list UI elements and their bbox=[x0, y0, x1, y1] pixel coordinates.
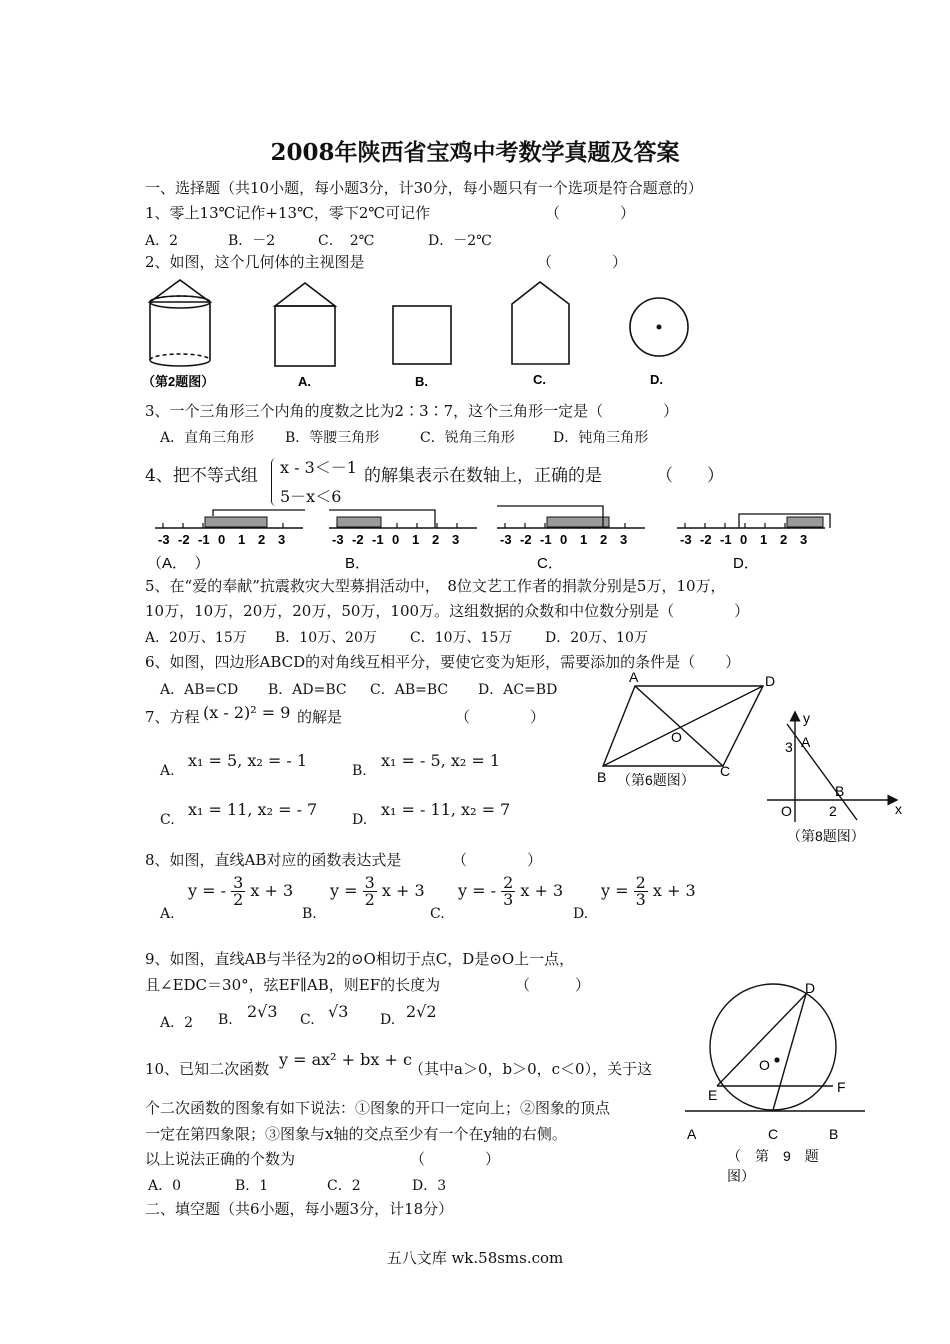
q4-tick-label: -2 bbox=[700, 532, 712, 547]
q2-option-a-shape bbox=[275, 283, 335, 366]
q7-answer-paren: （ ） bbox=[455, 708, 546, 726]
q4-tick-label: 0 bbox=[218, 532, 226, 547]
q10-option-d: D．3 bbox=[412, 1178, 447, 1194]
q9-point-e: E bbox=[708, 1087, 718, 1103]
q8-option-b: y = $\frac{3}{2}$ x + 3 bbox=[330, 873, 425, 909]
q5-option-c: C．10万、15万 bbox=[410, 630, 513, 646]
q1-text: 1、零上13℃记作+13℃，零下2℃可记作 bbox=[145, 204, 431, 222]
q4-bracket bbox=[213, 510, 305, 516]
q4-inequality-1: x - 3＜－1 bbox=[280, 458, 357, 477]
q4-tick-label: -2 bbox=[352, 532, 364, 547]
q7-option-a: x₁ = 5, x₂ = - 1 bbox=[188, 751, 308, 770]
q6-option-d: D．AC=BD bbox=[478, 682, 558, 698]
q10-prefix: 10、已知二次函数 bbox=[145, 1060, 270, 1078]
q4-tick-label: 0 bbox=[740, 532, 748, 547]
q4-tick-label: 3 bbox=[452, 532, 460, 547]
q9-point-f: F bbox=[837, 1079, 846, 1095]
q6-diagonal-bd bbox=[603, 686, 763, 766]
q6-point-a: A bbox=[629, 669, 639, 685]
q4-tick-label: 2 bbox=[780, 532, 788, 547]
q3-option-b: B．等腰三角形 bbox=[285, 430, 380, 446]
q8-answer-paren: （ ） bbox=[452, 851, 543, 869]
q2-text: 2、如图，这个几何体的主视图是 bbox=[145, 253, 365, 271]
footer-watermark: 五八文库 wk.58sms.com bbox=[386, 1249, 564, 1267]
q7-letter-b: B. bbox=[352, 763, 367, 779]
q4-tick-label: 0 bbox=[392, 532, 400, 547]
q8-point-a: A bbox=[801, 734, 811, 750]
q4-tick-label: 0 bbox=[560, 532, 568, 547]
q4-tick-label: 2 bbox=[258, 532, 266, 547]
q4-tick-label: 2 bbox=[432, 532, 440, 547]
q7-letter-a: A. bbox=[160, 763, 175, 779]
q4-tick-label: -1 bbox=[198, 532, 210, 547]
q9-point-c: C bbox=[768, 1126, 779, 1142]
q6-caption: （第6题图） bbox=[617, 772, 695, 788]
q4-tick-label: 2 bbox=[600, 532, 608, 547]
q9-option-b: 2√3 bbox=[247, 1002, 278, 1021]
q8-letter-d: D. bbox=[573, 906, 589, 922]
q7-letter-c: C. bbox=[160, 812, 175, 828]
q7-option-c: x₁ = 11, x₂ = - 7 bbox=[188, 800, 318, 819]
q8-letter-b: B. bbox=[302, 906, 317, 922]
q7-suffix: 的解是 bbox=[297, 708, 343, 726]
section-1-heading: 一、选择题（共10小题，每小题3分，计30分，每小题只有一个选项是符合题意的） bbox=[145, 179, 703, 197]
q9-answer-paren: （ ） bbox=[515, 976, 591, 994]
q9-figure bbox=[680, 980, 890, 1190]
q8-label-y: y bbox=[803, 710, 810, 726]
q4-prefix: 4、把不等式组 bbox=[145, 466, 258, 486]
q4-label-b: B． bbox=[345, 555, 371, 572]
q10-line-2: 个二次函数的图象有如下说法：①图象的开口一定向上；②图象的顶点 bbox=[145, 1099, 611, 1117]
q2-answer-paren: （ ） bbox=[537, 253, 628, 271]
q6-option-b: B．AD=BC bbox=[268, 682, 347, 698]
q4-shaded-region bbox=[337, 517, 381, 527]
q8-caption: （第8题图） bbox=[787, 828, 865, 844]
q9-point-d: D bbox=[805, 980, 816, 996]
q5-option-d: D．20万、10万 bbox=[545, 630, 648, 646]
q10-equation: y = ax² + bx + c bbox=[279, 1050, 412, 1069]
q2-label-b: B. bbox=[415, 374, 428, 389]
q8-line-ab bbox=[787, 724, 857, 820]
q4-tick-label: 1 bbox=[760, 532, 768, 547]
q2-label-a: A. bbox=[298, 374, 311, 389]
q4-tick-label: -3 bbox=[158, 532, 170, 547]
q8-letter-a: A. bbox=[160, 906, 175, 922]
q5-option-b: B．10万、20万 bbox=[275, 630, 377, 646]
q8-origin: O bbox=[781, 803, 792, 819]
q6-option-c: C．AB=BC bbox=[370, 682, 449, 698]
q7-letter-d: D. bbox=[352, 812, 368, 828]
q8-letter-c: C. bbox=[430, 906, 445, 922]
q6-point-c: C bbox=[720, 763, 731, 779]
q4-answer-paren: （ ） bbox=[656, 466, 724, 486]
q2-option-b-shape bbox=[393, 306, 451, 364]
q7-option-d: x₁ = - 11, x₂ = 7 bbox=[381, 800, 511, 819]
q6-point-b: B bbox=[597, 769, 607, 785]
q6-point-o: O bbox=[671, 729, 682, 745]
q9-line-1: 9、如图，直线AB与半径为2的⊙O相切于点C，D是⊙O上一点， bbox=[145, 950, 575, 968]
q4-tick-label: -2 bbox=[520, 532, 532, 547]
q10-option-c: C．2 bbox=[327, 1178, 361, 1194]
q4-tick-label: -3 bbox=[332, 532, 344, 547]
section-2-heading: 二、填空题（共6小题，每小题3分，计18分） bbox=[145, 1200, 454, 1218]
q9-caption-2: 图） bbox=[727, 1168, 755, 1184]
q7-equation: (x - 2)² = 9 bbox=[203, 703, 291, 722]
q4-tick-label: -2 bbox=[178, 532, 190, 547]
q4-tick-label: 1 bbox=[238, 532, 246, 547]
q2-solid-figure bbox=[150, 280, 210, 366]
q9-option-c: √3 bbox=[328, 1002, 349, 1021]
q4-shaded-region bbox=[787, 517, 823, 527]
q2-fig-label: （第2题图） bbox=[142, 374, 215, 389]
q9-letter-d: D. bbox=[380, 1012, 396, 1028]
q4-tick-label: -1 bbox=[720, 532, 732, 547]
q3-option-d: D．钝角三角形 bbox=[553, 430, 649, 446]
q10-answer-paren: （ ） bbox=[410, 1150, 501, 1168]
q10-option-b: B．1 bbox=[235, 1178, 269, 1194]
q5-line-1: 5、在“爱的奉献”抗震救灾大型募捐活动中， 8位文艺工作者的捐款分别是5万，10万， bbox=[145, 577, 726, 595]
q1-option-a: A．2 bbox=[145, 233, 179, 249]
q8-figure bbox=[765, 710, 915, 850]
q8-option-a: y = - $\frac{3}{2}$ x + 3 bbox=[188, 873, 294, 909]
q4-label-c: C． bbox=[537, 555, 563, 572]
q9-line-2: 且∠EDC＝30°，弦EF∥AB，则EF的长度为 bbox=[145, 976, 441, 994]
q7-option-b: x₁ = - 5, x₂ = 1 bbox=[381, 751, 501, 770]
q4-tick-label: -1 bbox=[372, 532, 384, 547]
q5-line-2: 10万，10万，20万，20万，50万，100万。这组数据的众数和中位数分别是（ ） bbox=[145, 602, 750, 620]
q6-option-a: A．AB=CD bbox=[160, 682, 239, 698]
q3-option-c: C．锐角三角形 bbox=[420, 430, 515, 446]
q4-shaded-region bbox=[547, 517, 609, 527]
q1-option-b: B．－2 bbox=[228, 233, 276, 249]
q4-number-lines bbox=[145, 500, 845, 575]
q1-option-d: D．－2℃ bbox=[428, 233, 492, 249]
q4-suffix: 的解集表示在数轴上，正确的是 bbox=[364, 466, 602, 486]
q2-figures bbox=[140, 280, 700, 395]
q4-tick-label: 3 bbox=[800, 532, 808, 547]
q4-shaded-region bbox=[205, 517, 267, 527]
q8-option-c: y = - $\frac{2}{3}$ x + 3 bbox=[458, 873, 564, 909]
q4-brace bbox=[271, 458, 276, 506]
q4-tick-label: 3 bbox=[620, 532, 628, 547]
q9-option-d: 2√2 bbox=[406, 1002, 437, 1021]
q4-inequality-2: 5－x＜6 bbox=[280, 487, 342, 506]
q7-prefix: 7、方程 bbox=[145, 708, 200, 726]
q8-label-3: 3 bbox=[785, 739, 793, 755]
q1-answer-paren: （ ） bbox=[545, 204, 636, 222]
q10-line-4: 以上说法正确的个数为 bbox=[145, 1150, 296, 1168]
q9-point-a: A bbox=[687, 1126, 697, 1142]
q2-label-d: D. bbox=[650, 372, 663, 387]
q4-tick-label: -3 bbox=[500, 532, 512, 547]
q9-circle bbox=[710, 984, 836, 1110]
q6-point-d: D bbox=[765, 673, 776, 689]
q6-text: 6、如图，四边形ABCD的对角线互相平分，要使它变为矩形，需要添加的条件是（ ） bbox=[145, 653, 741, 671]
page-title: 2008年陕西省宝鸡中考数学真题及答案 bbox=[270, 139, 680, 166]
cone bbox=[150, 280, 210, 302]
q6-diagonal-ac bbox=[635, 686, 723, 766]
q9-letter-b: B. bbox=[218, 1012, 233, 1028]
q8-text: 8、如图，直线AB对应的函数表达式是 bbox=[145, 851, 402, 869]
q4-label-d: D． bbox=[733, 555, 759, 572]
q10-line-3: 一定在第四象限；③图象与x轴的交点至少有一个在y轴的右侧。 bbox=[145, 1125, 567, 1143]
q4-tick-label: 3 bbox=[278, 532, 286, 547]
q9-caption-1: （ 第 9 题 bbox=[727, 1148, 819, 1164]
q2-label-c: C. bbox=[533, 372, 546, 387]
q8-label-x: x bbox=[895, 801, 902, 817]
q9-point-o: O bbox=[759, 1057, 770, 1073]
q4-tick-label: -1 bbox=[540, 532, 552, 547]
q9-center-dot bbox=[774, 1057, 779, 1062]
q3-text: 3、一个三角形三个内角的度数之比为2∶3∶7，这个三角形一定是（ ） bbox=[145, 402, 679, 420]
q4-label-a: （A． ） bbox=[147, 555, 210, 572]
q2-option-c-shape bbox=[512, 282, 569, 364]
q9-option-a: A．2 bbox=[160, 1015, 194, 1031]
q8-option-d: y = $\frac{2}{3}$ x + 3 bbox=[601, 873, 696, 909]
q4-tick-label: -3 bbox=[680, 532, 692, 547]
q10-option-a: A．0 bbox=[148, 1178, 182, 1194]
q8-label-2: 2 bbox=[829, 803, 837, 819]
q5-option-a: A．20万、15万 bbox=[145, 630, 247, 646]
q9-point-b: B bbox=[829, 1126, 839, 1142]
q4-tick-label: 1 bbox=[580, 532, 588, 547]
q1-option-c: C． 2℃ bbox=[318, 233, 375, 249]
q8-point-b: B bbox=[835, 783, 845, 799]
q9-letter-c: C. bbox=[300, 1012, 315, 1028]
q3-option-a: A．直角三角形 bbox=[160, 430, 255, 446]
q4-tick-label: 1 bbox=[412, 532, 420, 547]
q10-suffix: （其中a＞0，b＞0，c＜0），关于这 bbox=[409, 1060, 653, 1078]
